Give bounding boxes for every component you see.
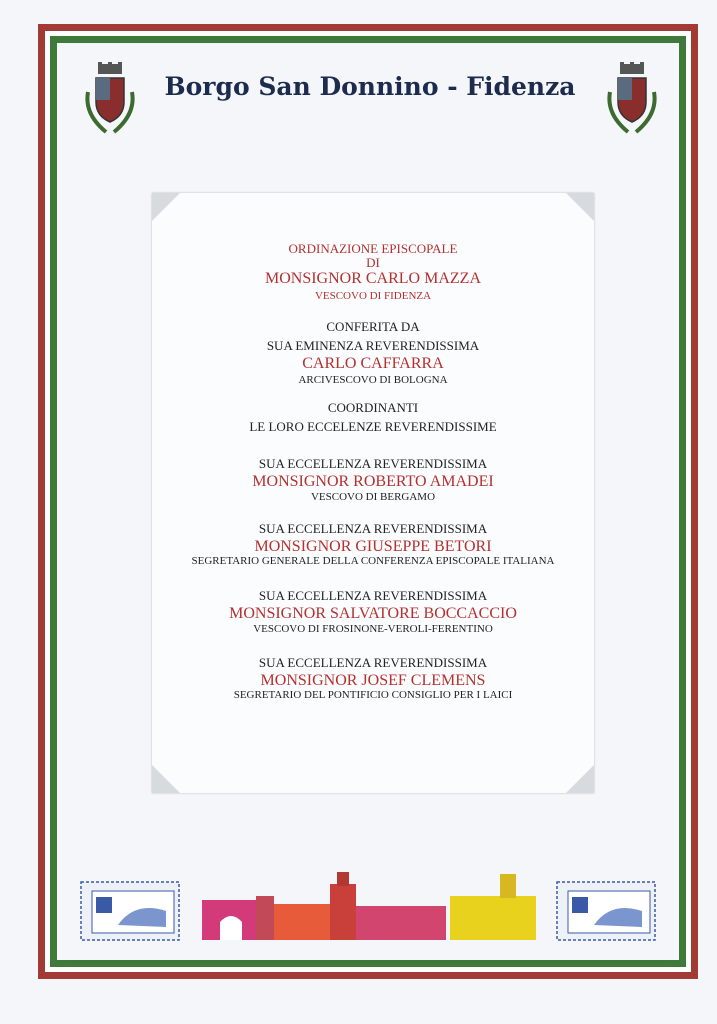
ordination-di: DI	[366, 255, 380, 270]
coat-of-arms-left-icon	[80, 62, 140, 140]
coordinators-title: LE LORO ECCELENZE REVERENDISSIME	[249, 419, 497, 434]
bishop-name: MONSIGNOR ROBERTO AMADEI	[252, 473, 494, 490]
bishop-name: MONSIGNOR JOSEF CLEMENS	[260, 672, 486, 689]
philatelic-stamp-left-icon	[80, 881, 180, 941]
bishop-role: VESCOVO DI BERGAMO	[310, 491, 436, 503]
photo-corner	[152, 193, 180, 221]
conferred-title: SUA EMINENZA REVERENDISSIMA	[266, 338, 480, 353]
ordinand-role: VESCOVO DI FIDENZA	[314, 290, 432, 302]
town-skyline-illustration	[200, 870, 540, 942]
bishop-title: SUA ECCELLENZA REVERENDISSIMA	[258, 521, 488, 536]
ordinand-name: MONSIGNOR CARLO MAZZA	[264, 270, 481, 287]
bishop-title: SUA ECCELLENZA REVERENDISSIMA	[258, 655, 488, 670]
photo-corner	[566, 193, 594, 221]
coat-of-arms-right-icon	[602, 62, 662, 140]
page-title: Borgo San Donnino - Fidenza	[164, 72, 576, 101]
photo-corner	[152, 765, 180, 793]
bishop-name: MONSIGNOR SALVATORE BOCCACCIO	[229, 605, 517, 622]
coordinators-heading: COORDINANTI	[327, 400, 419, 415]
philatelic-stamp-right-icon	[556, 881, 656, 941]
bishop-title: SUA ECCELLENZA REVERENDISSIMA	[258, 456, 488, 471]
ordination-heading: ORDINAZIONE EPISCOPALE	[288, 241, 458, 256]
photo-corner	[566, 765, 594, 793]
bishop-title: SUA ECCELLENZA REVERENDISSIMA	[258, 588, 488, 603]
bishop-role: VESCOVO DI FROSINONE-VEROLI-FERENTINO	[253, 623, 493, 635]
consecrator-name: CARLO CAFFARRA	[302, 355, 444, 372]
document-sheet	[152, 193, 594, 793]
conferred-heading: CONFERITA DA	[326, 319, 420, 334]
bishop-role: SEGRETARIO DEL PONTIFICIO CONSIGLIO PER I LAICI	[233, 689, 513, 701]
consecrator-role: ARCIVESCOVO DI BOLOGNA	[298, 374, 448, 386]
bishop-name: MONSIGNOR GIUSEPPE BETORI	[254, 538, 492, 555]
bishop-role: SEGRETARIO GENERALE DELLA CONFERENZA EPISCOPALE ITALIANA	[191, 555, 555, 567]
